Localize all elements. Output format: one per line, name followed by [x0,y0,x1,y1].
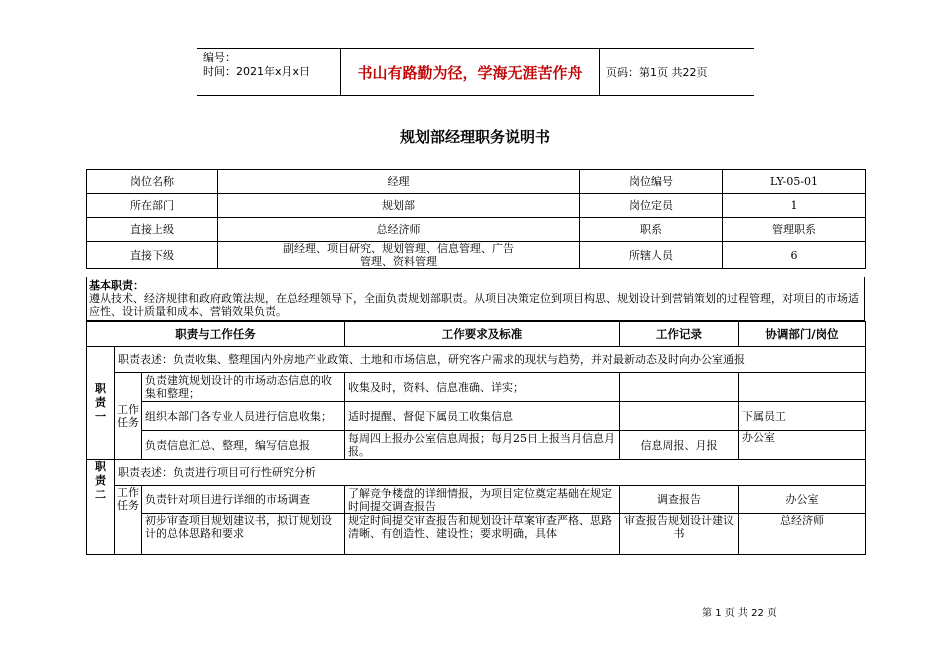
task-label: 工作任务 [115,486,142,555]
standard-cell: 适时提醒、督促下属员工收集信息 [345,402,620,431]
cell-label: 岗位编号 [580,170,723,194]
table-row [87,347,866,373]
task-cell: 组织本部门各专业人员进行信息收集； [142,402,345,431]
cell-label: 岗位定员 [580,194,723,218]
column-header: 工作记录 [620,322,739,347]
record-cell [620,373,739,402]
duty-label: 职责一 [87,347,115,460]
header-meta [197,48,340,96]
coord-cell: 下属员工 [739,402,866,431]
table-row [87,402,866,431]
table-row [87,514,866,555]
duties-table [86,321,866,555]
task-cell: 初步审查项目规划建议书，拟订规划设计的总体思路和要求 [142,514,345,555]
table-row [87,242,866,269]
task-cell: 负责建筑规划设计的市场动态信息的收集和整理； [142,373,345,402]
task-label: 工作任务 [115,373,142,460]
table-header-row [87,322,866,347]
cell-value: 管理职系 [723,218,866,242]
page-footer: 第 1 页 共 22 页 [702,608,777,619]
cell-value: 6 [723,242,866,269]
position-info-table [86,169,866,269]
duty-description: 职责表述：负责进行项目可行性研究分析 [115,460,866,486]
table-row [87,218,866,242]
record-cell: 审查报告规划设计建议书 [620,514,739,555]
coord-cell: 办公室 [739,431,866,460]
coord-cell: 办公室 [739,486,866,514]
duty-label: 职责二 [87,460,115,555]
coord-cell: 总经济师 [739,514,866,555]
cell-value: 规划部 [218,194,580,218]
duty-description: 职责表述：负责收集、整理国内外房地产业政策、土地和市场信息，研究客户需求的现状与趋势，并对最新动态及时向办公室通报 [115,347,866,373]
task-cell: 负责信息汇总、整理，编写信息报 [142,431,345,460]
document-title: 规划部经理职务说明书 [399,128,550,146]
standard-cell: 规定时间提交审查报告和规划设计草案审查严格、思路清晰、有创造性、建设性；要求明确，具体 [345,514,620,555]
cell-label: 职系 [580,218,723,242]
cell-value: 副经理、项目研究、规划管理、信息管理、广告管理、资料管理 [218,242,580,269]
page-header [197,48,754,96]
table-row [87,486,866,514]
column-header: 协调部门/岗位 [739,322,866,347]
number-label: 编号： [203,51,236,64]
table-row [87,431,866,460]
cell-label: 所在部门 [87,194,218,218]
coord-cell [739,373,866,402]
basic-duties-label: 基本职责： [89,279,144,292]
standard-cell: 收集及时，资料、信息准确、详实； [345,373,620,402]
table-row [87,194,866,218]
time-label: 时间：2021年x月x日 [203,65,311,78]
record-cell [620,402,739,431]
column-header: 工作要求及标准 [345,322,620,347]
record-cell: 信息周报、月报 [620,431,739,460]
standard-cell: 每周四上报办公室信息周报；每月25日上报当月信息月报。 [345,431,620,460]
standard-cell: 了解竞争楼盘的详细情报，为项目定位奠定基础在规定时间提交调查报告 [345,486,620,514]
cell-value: LY-05-01 [723,170,866,194]
column-header: 职责与工作任务 [87,322,345,347]
record-cell: 调查报告 [620,486,739,514]
cell-label: 直接下级 [87,242,218,269]
cell-value: 总经济师 [218,218,580,242]
table-row [87,373,866,402]
cell-label: 直接上级 [87,218,218,242]
basic-duties [86,277,865,321]
cell-label: 所辖人员 [580,242,723,269]
header-motto: 书山有路勤为径，学海无涯苦作舟 [340,48,600,96]
cell-value: 1 [723,194,866,218]
table-row [87,170,866,194]
table-row [87,460,866,486]
cell-label: 岗位名称 [87,170,218,194]
header-page-label: 页码：第1页 共22页 [600,48,754,96]
task-cell: 负责针对项目进行详细的市场调查 [142,486,345,514]
basic-duties-text: 遵从技术、经济规律和政府政策法规，在总经理领导下，全面负责规划部职责。从项目决策定位到项目构思、规划设计到营销策划的过程管理，对项目的市场适应性、设计质量和成本、营销效果负责。 [89,292,859,318]
cell-value: 经理 [218,170,580,194]
